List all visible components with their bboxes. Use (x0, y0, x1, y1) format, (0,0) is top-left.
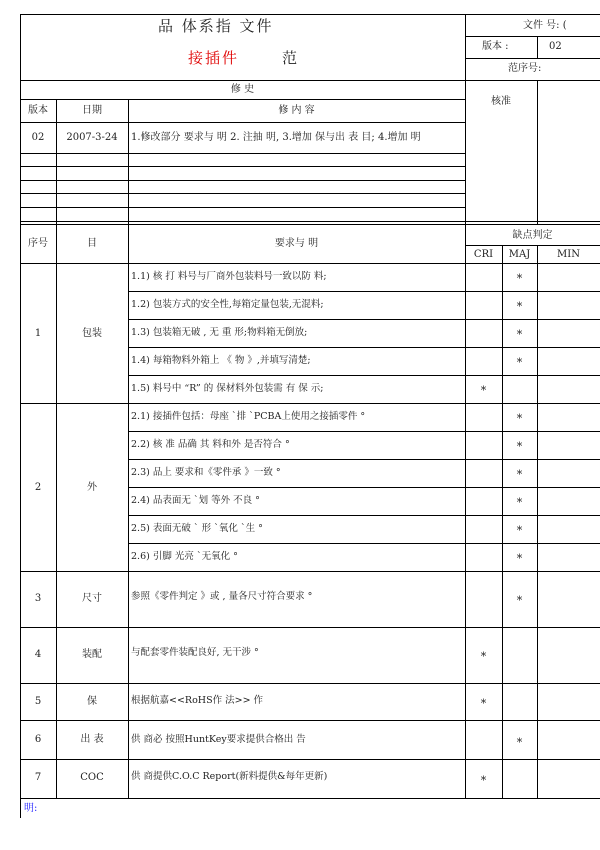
group-number: 3 (34, 593, 42, 604)
maj-mark: * (516, 524, 523, 537)
requirement-text: 2.4) 品表面无 `划 等外 不良 ° (131, 495, 260, 506)
group-item: 保 (87, 696, 97, 707)
note-label: 明: (24, 803, 38, 814)
maj-mark: * (516, 736, 523, 749)
revision-section-label: 修 史 (230, 84, 255, 95)
requirement-text: 供 商提供C.O.C Report(新料提供&每年更新) (131, 771, 328, 782)
revision-row-version: 02 (31, 132, 45, 143)
group-item: 外 (87, 482, 97, 493)
spec-col-defect: 缺点判定 (512, 230, 553, 241)
requirement-text: 2.1) 接插件包括：母座 `排 `PCBA上使用之接插零件 ° (131, 411, 366, 422)
revision-col-content: 修 内 容 (278, 105, 315, 116)
requirement-text: 与配套零件装配良好, 无干涉 ° (131, 647, 259, 658)
spec-col-item: 目 (87, 238, 97, 249)
maj-mark: * (516, 468, 523, 481)
cri-mark: * (480, 774, 487, 787)
revision-row-date: 2007-3-24 (66, 132, 118, 143)
maj-mark: * (516, 594, 523, 607)
spec-col-maj: MAJ (508, 249, 531, 260)
version-label: 版本 : (482, 41, 509, 52)
revision-row-content: 1.修改部分 要求与 明 2. 注抽 明, 3.增加 保与出 表 目; 4.增加 明 (131, 132, 421, 143)
requirement-text: 参照《零件判定 》或 , 量各尺寸符合要求 ° (131, 591, 313, 602)
group-item: 出 表 (80, 734, 104, 745)
doc-number-label: 文件 号: ( (523, 20, 567, 31)
group-item: 尺寸 (82, 593, 102, 604)
requirement-text: 1.5) 料号中 “R” 的 保材料外包装需 有 保 示; (131, 383, 324, 394)
group-item: 装配 (82, 649, 102, 660)
spec-col-min: MIN (557, 249, 580, 260)
group-item: COC (80, 772, 104, 783)
group-number: 6 (34, 734, 42, 745)
maj-mark: * (516, 328, 523, 341)
requirement-text: 1.3) 包装箱无破 , 无 重 形;物料箱无倒放; (131, 327, 308, 338)
maj-mark: * (516, 552, 523, 565)
document-subtitle: 接插件 (188, 49, 240, 67)
cri-mark: * (480, 384, 487, 397)
approval-label: 核准 (491, 96, 511, 107)
version-value: 02 (549, 41, 562, 52)
spec-col-cri: CRI (473, 249, 494, 260)
group-item: 包装 (82, 328, 102, 339)
requirement-text: 2.6) 引脚 光亮 `无氧化 ° (131, 551, 238, 562)
requirement-text: 1.2) 包装方式的安全性,每箱定量包装,无混料; (131, 299, 324, 310)
group-number: 2 (34, 482, 42, 493)
group-number: 5 (34, 696, 42, 707)
page-number-label: 范序号: (508, 63, 542, 74)
requirement-text: 2.5) 表面无破 ` 形 `氧化 `生 ° (131, 523, 263, 534)
maj-mark: * (516, 272, 523, 285)
cri-mark: * (480, 650, 487, 663)
revision-col-date: 日期 (82, 105, 102, 116)
requirement-text: 供 商必 按照HuntKey要求提供合格出 告 (131, 734, 306, 745)
document-title: 品 体系指 文件 (158, 17, 274, 35)
requirement-text: 1.1) 核 打 料号与厂商外包装料号一致以防 料; (131, 271, 327, 282)
revision-col-version: 版本 (28, 105, 48, 116)
spec-col-requirement: 要求与 明 (274, 238, 319, 249)
maj-mark: * (516, 356, 523, 369)
requirement-text: 根据航嘉<<RoHS作 法>> 作 (131, 695, 264, 706)
cri-mark: * (480, 697, 487, 710)
maj-mark: * (516, 440, 523, 453)
group-number: 1 (34, 328, 42, 339)
maj-mark: * (516, 412, 523, 425)
requirement-text: 2.2) 核 准 品确 其 料和外 是否符合 ° (131, 439, 290, 450)
maj-mark: * (516, 496, 523, 509)
document-subtitle-suffix: 范 (282, 49, 300, 67)
group-number: 7 (34, 772, 42, 783)
group-number: 4 (34, 649, 42, 660)
requirement-text: 1.4) 每箱物料外箱上 《 物 》,并填写清楚; (131, 355, 311, 366)
requirement-text: 2.3) 品上 要求和《零件承 》一致 ° (131, 467, 281, 478)
maj-mark: * (516, 300, 523, 313)
spec-col-no: 序号 (28, 238, 48, 249)
